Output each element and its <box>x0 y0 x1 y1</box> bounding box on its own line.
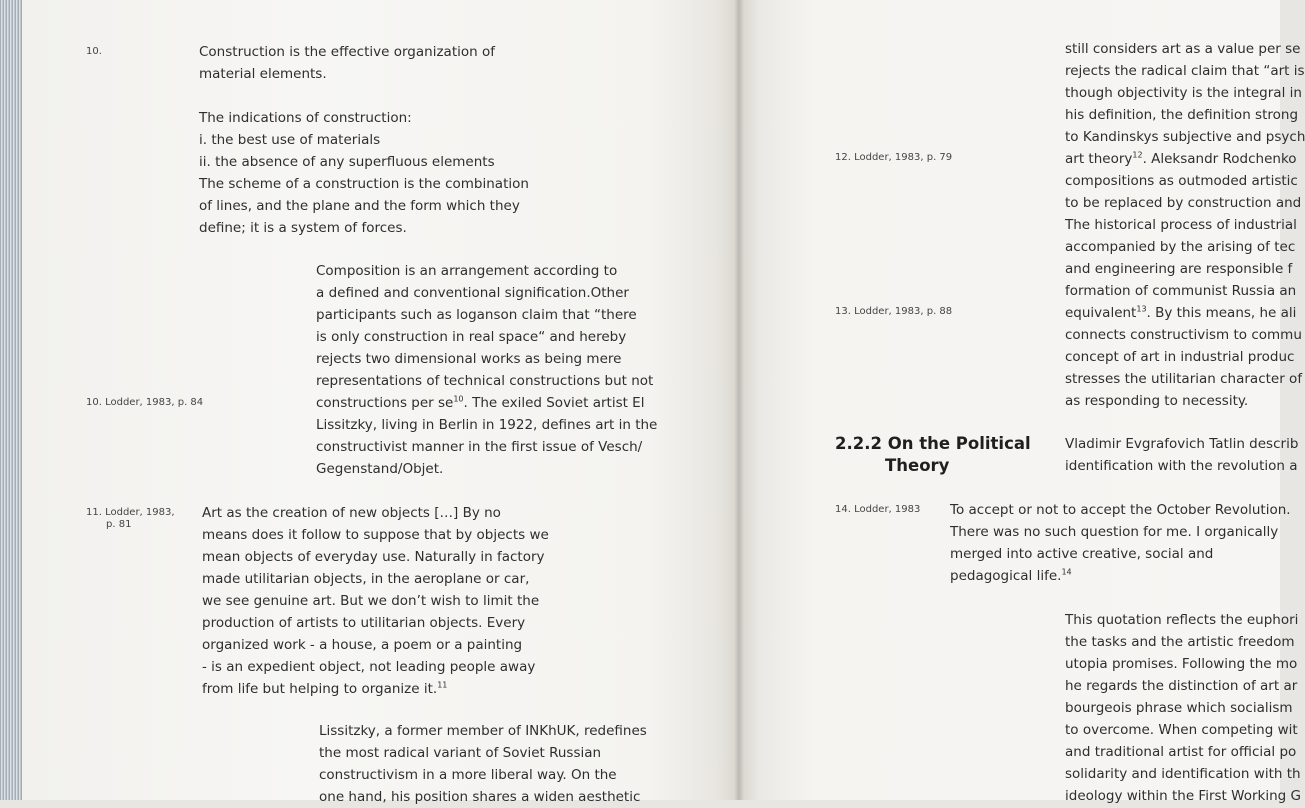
quote-tatlin: To accept or not to accept the October Revolution. There was no such question for me. I organically merged into active creative, social and pedagogical life.$^{14}$ <box>950 502 1291 584</box>
section-heading: 2.2.2 On the Political Theory <box>835 434 1031 475</box>
footnote-ref-12: 12 <box>1132 150 1143 160</box>
footnote-12: 12. Lodder, 1983, p. 79 <box>835 152 953 163</box>
quote-lissitzky: Art as the creation of new objects […] By no means does it follow to suppose that by objects we mean objects of everyday use. Naturally in factory made utilitarian objects, in the aeroplane or car, we see genuine art. But we don’t wish to limit the production of artists to utilitarian objects. Every organized work - a house, a poem or a painting - is an expedient object, not leading people away from life but helping to organize it.$^{11}$ <box>202 505 549 697</box>
paragraph-rodchenko: still considers art as a value per se rejects the radical claim that “art is though objectivity is the integral in his definition, the definition strong to Kandinskys subjective and psych art theory$^{12}$. Aleksandr Rodchenko compositions as outmoded artistic to be replaced by construction and The historical process of industrial accompanied by the arising of tec and engineering are responsible f formation of communist Russia an equivalent$^{13}$. By this means, he ali connects constructivism to commu concept of art in industrial produc stresses the utilitarian character of as responding to necessity. <box>1065 41 1305 409</box>
footnote-ref-13: 13 <box>1136 304 1147 314</box>
paragraph-composition: Composition is an arrangement according to a defined and conventional signification.Other participants such as loganson claim that “there is only construction in real space“ and hereby rejects two dimensional works as being mere representations of technical constructions but not constructions per $se^{10}$. The exiled Soviet artist El Lissitzky, living in Berlin in 1922, defines art in the constructivist manner in the first issue of Vesch/ Gegenstand/Objet. <box>316 263 658 477</box>
paragraph-construction-definition: Construction is the effective organization of material elements. <box>199 44 495 82</box>
paragraph-lissitzky-inkhuk: Lissitzky, a former member of INKhUK, redefines the most radical variant of Soviet Russian constructivism in a more liberal way. On the one hand, his position shares a widen aesthetic <box>319 723 647 805</box>
footnote-14: 14. Lodder, 1983 <box>835 504 921 515</box>
section-number: 10. <box>86 46 102 57</box>
footnote-10: 10. Lodder, 1983, p. 84 <box>86 397 204 408</box>
book-page-edges <box>0 0 22 800</box>
footnote-11: 11. Lodder, 1983, p. 81 <box>86 507 175 530</box>
footnote-13: 13. Lodder, 1983, p. 88 <box>835 306 953 317</box>
footnote-ref-11: 11 <box>437 680 448 690</box>
paragraph-euphoria: This quotation reflects the euphori the tasks and the artistic freedom utopia promises. Following the mo he regards the distinction of art ar bourgeois phrase which socialism to overcome. When competing wit and traditional artist for official po solidarity and identification with th ideology within the First Working G <box>1065 612 1301 804</box>
paragraph-tatlin: Vladimir Evgrafovich Tatlin describ identification with the revolution a <box>1065 436 1299 474</box>
paragraph-construction-indications: The indications of construction: i. the best use of materials ii. the absence of any superfluous elements The scheme of a construction is the combination of lines, and the plane and the form which they define; it is a system of forces. <box>199 110 529 236</box>
book-gutter <box>734 0 744 800</box>
footnote-ref-14: 14 <box>1061 567 1072 577</box>
footnote-ref-10: 10 <box>453 394 464 404</box>
